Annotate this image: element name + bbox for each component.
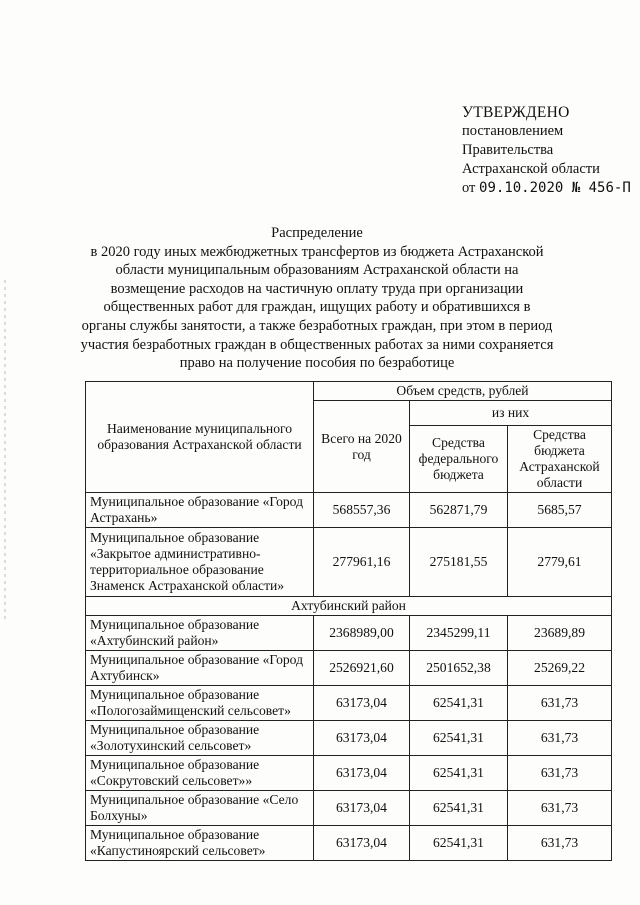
row-federal-cell: 62541,31	[410, 686, 508, 721]
approval-from-label: от	[462, 180, 476, 196]
row-total-cell: 63173,04	[314, 826, 410, 861]
row-name-cell: Муниципальное образование «Сокрутовский сельсовет»»	[86, 756, 314, 791]
row-total-cell: 2526921,60	[314, 651, 410, 686]
table-row	[86, 493, 612, 528]
scan-edge-marks	[4, 280, 6, 620]
document-title	[80, 224, 554, 373]
header-of-which: из них	[410, 401, 612, 426]
row-regional-cell: 631,73	[508, 721, 612, 756]
header-name: Наименование муниципального образования Астраханской области	[86, 382, 314, 493]
row-federal-cell: 275181,55	[410, 528, 508, 597]
row-regional-cell: 2779,61	[508, 528, 612, 597]
distribution-table	[85, 381, 612, 861]
approval-stamp	[462, 103, 631, 198]
row-total-cell: 63173,04	[314, 686, 410, 721]
row-regional-cell: 631,73	[508, 826, 612, 861]
row-total-cell: 63173,04	[314, 791, 410, 826]
approval-line-2: Правительства	[462, 142, 554, 158]
title-heading: Распределение	[271, 225, 363, 241]
row-federal-cell: 2501652,38	[410, 651, 508, 686]
table-row	[86, 791, 612, 826]
row-regional-cell: 631,73	[508, 756, 612, 791]
row-name-cell: Муниципальное образование «Ахтубинский район»	[86, 616, 314, 651]
row-total-cell: 63173,04	[314, 721, 410, 756]
row-name-cell: Муниципальное образование «Село Болхуны»	[86, 791, 314, 826]
row-name-cell: Муниципальное образование «Золотухинский сельсовет»	[86, 721, 314, 756]
row-regional-cell: 23689,89	[508, 616, 612, 651]
table-row	[86, 616, 612, 651]
approval-date-number: 09.10.2020 № 456-П	[479, 180, 631, 196]
table-row	[86, 826, 612, 861]
title-body: в 2020 году иных межбюджетных трансфертов из бюджета Астраханской области муниципальным образованиям Астраханской области на возмещение расходов на частичную оплату труда при организации общественных работ для граждан, ищущих работу и обратившихся в органы службы занятости, а также безработных граждан, при этом в период участия безработных граждан в общественных работах за ними сохраняется право на получение пособия по безработице	[80, 243, 554, 372]
row-regional-cell: 5685,57	[508, 493, 612, 528]
row-federal-cell: 62541,31	[410, 826, 508, 861]
row-federal-cell: 562871,79	[410, 493, 508, 528]
row-federal-cell: 2345299,11	[410, 616, 508, 651]
header-volume: Объем средств, рублей	[314, 382, 612, 401]
row-federal-cell: 62541,31	[410, 756, 508, 791]
table-row	[86, 756, 612, 791]
approval-heading: УТВЕРЖДЕНО	[462, 104, 570, 121]
header-regional: Средства бюджета Астраханской области	[508, 426, 612, 493]
row-total-cell: 277961,16	[314, 528, 410, 597]
row-regional-cell: 631,73	[508, 686, 612, 721]
row-name-cell: Муниципальное образование «Город Астрахань»	[86, 493, 314, 528]
row-name-cell: Муниципальное образование «Пологозаймищенский сельсовет»	[86, 686, 314, 721]
table-row	[86, 528, 612, 597]
row-total-cell: 568557,36	[314, 493, 410, 528]
table-row	[86, 651, 612, 686]
header-row-1	[86, 382, 612, 401]
row-federal-cell: 62541,31	[410, 721, 508, 756]
header-total: Всего на 2020 год	[314, 401, 410, 493]
approval-line-1: постановлением	[462, 123, 564, 139]
row-regional-cell: 631,73	[508, 791, 612, 826]
district-name: Ахтубинский район	[86, 597, 612, 616]
approval-line-3: Астраханской области	[462, 161, 600, 177]
table-row	[86, 686, 612, 721]
row-total-cell: 63173,04	[314, 756, 410, 791]
table-row	[86, 721, 612, 756]
row-federal-cell: 62541,31	[410, 791, 508, 826]
row-name-cell: Муниципальное образование «Закрытое административно-территориальное образование Знаменск Астраханской области»	[86, 528, 314, 597]
row-name-cell: Муниципальное образование «Капустиноярский сельсовет»	[86, 826, 314, 861]
row-name-cell: Муниципальное образование «Город Ахтубинск»	[86, 651, 314, 686]
district-row	[86, 597, 612, 616]
row-total-cell: 2368989,00	[314, 616, 410, 651]
approval-date-line	[462, 179, 631, 198]
row-regional-cell: 25269,22	[508, 651, 612, 686]
header-federal: Средства федерального бюджета	[410, 426, 508, 493]
